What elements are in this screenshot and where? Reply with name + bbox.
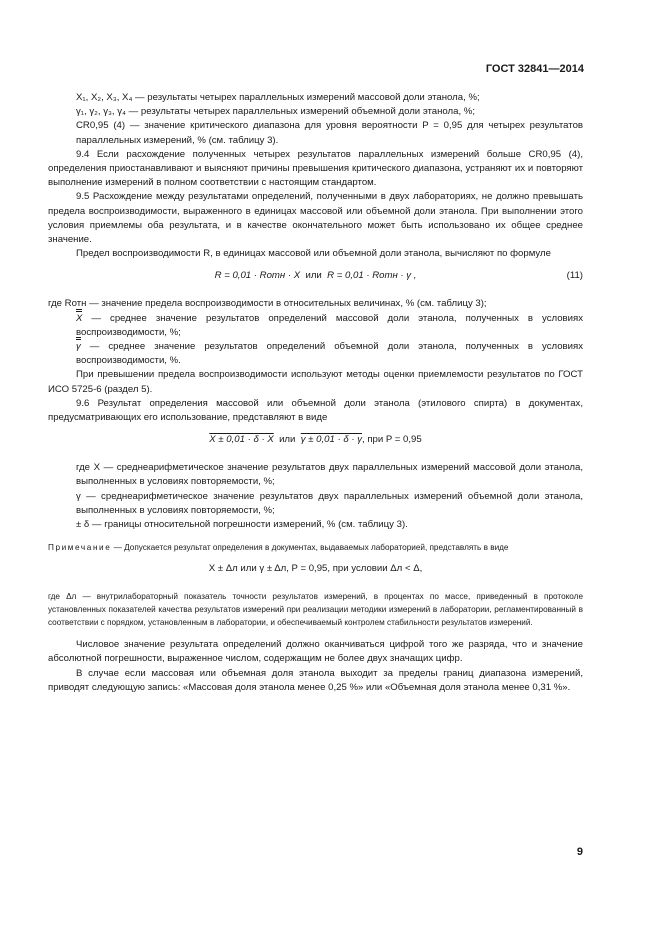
paragraph-reproducibility-limit: Предел воспроизводимости R, в единицах массовой или объемной доли этанола, вычисляют по формуле [76, 248, 551, 260]
paragraph-numeric-value: Числовое значение результата определений должно оканчиваться цифрой того же разряда, что и значение абсолютной погрешности, выраженное числом, содержащим не более двух значащих цифр. [48, 639, 583, 665]
paragraph-out-of-range: В случае если массовая или объемная доля этанола выходит за пределы границ диапазона измерений, приводят следующую запись: «Массовая доля этанола менее 0,25 %» или «Объемная доля этанола менее 0,31 %». [48, 667, 583, 693]
formula-11-or: или [305, 270, 322, 282]
note-formula-expression: X ± Δл или γ ± Δл, P = 0,95, при условии Δл < Δ, [208, 563, 423, 575]
formula-11-left: R = 0,01 · Rотн · X [214, 270, 301, 282]
def-arith-mean-volume: γ — среднеарифметическое значение результатов двух параллельных измерений объемной доли этанола, выполненных в условиях повторяемости, %; [76, 490, 583, 516]
def-mean-volume-fraction [48, 340, 583, 368]
def-gamma-measurements: γ₁, γ₂, γ₃, γ₄ — результаты четырех параллельных измерений объемной доли этанола, %; [76, 106, 476, 118]
def-critical-range: CR0,95 (4) — значение критического диапазона для уровня вероятности P = 0,95 для четырех результатов параллельных измерений, % (см. таблицу 3). [76, 120, 583, 146]
note-label: Примечание [48, 543, 112, 553]
standard-header: ГОСТ 32841—2014 [485, 63, 584, 75]
def-x-measurements: X₁, X₂, X₃, X₄ — результаты четырех параллельных измерений массовой доли этанола, %; [76, 92, 480, 103]
paragraph-9-4: 9.4 Если расхождение полученных четырех результатов параллельных измерений больше CR0,95 (4), определения приостанавливают и выясняют причины превышения критического диапазона, устраняют их и повторяют выполнение измерений в полном соответствии с настоящим стандартом. [48, 148, 583, 189]
def-mean-mass-fraction [48, 312, 583, 340]
formula-11 [48, 269, 583, 289]
note-formula [48, 562, 583, 582]
note-paragraph [48, 541, 583, 554]
formula-result [48, 433, 583, 453]
formula-result-left: X ± 0,01 · δ · X [209, 434, 274, 446]
note-text: — Допускается результат определения в документах, выдаваемых лабораторией, представлять в виде [113, 543, 509, 553]
def-mean-mass-text: — среднее значение результатов определений массовой доли этанола, полученных в условиях воспроизводимости, %; [76, 312, 584, 338]
page-number: 9 [576, 846, 583, 858]
formula-11-number: (11) [566, 270, 583, 282]
document-body [48, 91, 583, 695]
note-definition: где Δл — внутрилабораторный показатель точности результатов измерений, в процентах по массе, приведенный в протоколе установленных показателей качества результатов измерений при реализации методики измерений в лаборатории, регламентированный в соответствии с порядком, установленным в лаборатории, и обеспечиваемый контролем стабильности результатов измерений. [48, 592, 583, 628]
def-arith-mean-mass: где X — среднеарифметическое значение результатов двух параллельных измерений массовой доли этанола, выполненных в условиях повторяемости, %; [76, 462, 583, 488]
formula-result-or: или [279, 434, 296, 446]
gamma-double-bar-symbol: γ [76, 340, 81, 354]
paragraph-exceed-limit: При превышении предела воспроизводимости используют методы оценки приемлемости результатов по ГОСТ ИСО 5725-6 (раздел 5). [48, 369, 583, 395]
formula-result-right: γ ± 0,01 · δ · γ [300, 434, 362, 446]
formula-result-expression [48, 433, 583, 447]
paragraph-9-6: 9.6 Результат определения массовой или объемной доли этанола (этилового спирта) в документах, предусматривающих его использование, представляют в виде [48, 397, 583, 424]
formula-11-expression [48, 269, 583, 283]
x-double-bar-symbol: X [76, 312, 82, 326]
def-relative-reproducibility: где Rотн — значение предела воспроизводимости в относительных величинах, % (см. таблицу 3); [48, 298, 487, 310]
formula-11-right: R = 0,01 · Rотн · γ , [327, 270, 417, 282]
paragraph-9-5: 9.5 Расхождение между результатами определений, полученными в двух лабораториях, не должно превышать предела воспроизводимости, выраженного в единицах массовой или объемной доли этанола. При выполнении этого условия приемлемы оба результата, и в качестве окончательного может быть использовано их общее среднее значение. [48, 191, 583, 246]
def-relative-error: ± δ — границы относительной погрешности измерений, % (см. таблицу 3). [76, 519, 408, 531]
formula-result-tail: , при P = 0,95 [362, 434, 422, 446]
def-mean-volume-text: — среднее значение результатов определений объемной доли этанола, полученных в условиях воспроизводимости, %. [76, 341, 583, 367]
